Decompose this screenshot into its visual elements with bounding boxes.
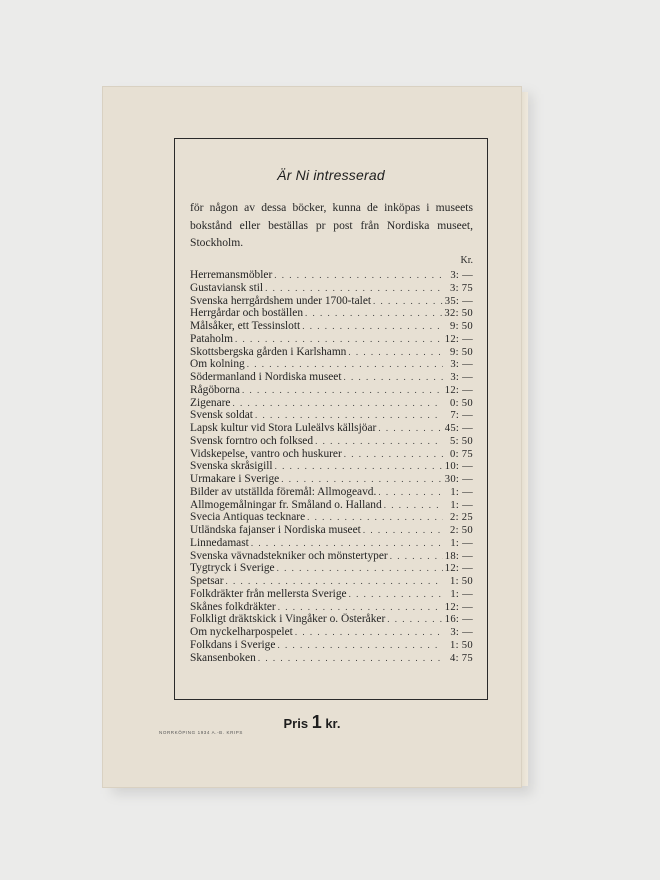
book-price: 10: —: [444, 461, 473, 473]
price-label: Pris: [283, 716, 309, 731]
book-title: Svenska vävnadstekniker och mönstertyper: [190, 549, 388, 562]
book-price: 18: —: [444, 550, 473, 562]
book-price: 3: —: [450, 270, 473, 281]
book-list-row: [190, 537, 473, 550]
book-list-row: [190, 320, 473, 333]
dot-leader: [249, 537, 443, 550]
book-price: 0: 50: [450, 397, 473, 409]
dot-leader: [233, 333, 443, 346]
dot-leader: [253, 409, 443, 422]
dot-leader: [376, 422, 443, 435]
dot-leader: [293, 626, 443, 639]
book-price: 1: 50: [450, 639, 473, 651]
book-title: Linnedamast: [190, 536, 249, 549]
book-price: 16: —: [444, 614, 473, 626]
book-list-row: [190, 511, 473, 524]
book-list: [190, 269, 473, 664]
currency-label: Kr.: [460, 255, 473, 266]
book-list-row: [190, 588, 473, 601]
book-list-row: [190, 384, 473, 397]
book-price: 3: —: [450, 372, 473, 383]
dot-leader: [342, 371, 443, 384]
book-title: Herremansmöbler: [190, 269, 273, 281]
heading: Är Ni intresserad: [277, 167, 385, 183]
dot-leader: [272, 269, 443, 282]
dot-leader: [346, 346, 443, 359]
dot-leader: [376, 486, 443, 499]
book-title: Svensk forntro och folksed: [190, 434, 314, 447]
dot-leader: [303, 307, 443, 320]
book-list-row: [190, 346, 473, 359]
book-list-row: [190, 626, 473, 639]
book-price: 35: —: [444, 295, 473, 307]
book-list-row: [190, 499, 473, 512]
book-title: Svenska skråsigill: [190, 460, 273, 473]
book-list-row: [190, 486, 473, 499]
book-list-row: [190, 282, 473, 295]
book-title: Rågöborna: [190, 383, 240, 396]
book-price: 1: —: [450, 588, 473, 600]
dot-leader: [224, 575, 443, 588]
dot-leader: [276, 601, 443, 614]
book-title: Skottsbergska gården i Karlshamn: [190, 345, 347, 358]
dot-leader: [305, 511, 443, 524]
book-list-row: [190, 613, 473, 626]
book-list-row: [190, 358, 473, 371]
book-price: 1: 50: [450, 576, 473, 587]
book-price: 1: —: [450, 537, 473, 549]
book-list-row: [190, 550, 473, 563]
dot-leader: [388, 550, 443, 563]
book-title: Pataholm: [190, 332, 234, 345]
dot-leader: [240, 384, 443, 397]
book-price: 12: —: [444, 384, 473, 396]
book-list-row: [190, 295, 473, 308]
book-price: 32: 50: [444, 308, 473, 320]
book-title: Södermanland i Nordiska museet: [190, 371, 342, 383]
book-list-row: [190, 562, 473, 575]
book-list-row: [190, 422, 473, 435]
book-list-row: [190, 575, 473, 588]
booklet-back-cover: [102, 86, 522, 788]
dot-leader: [275, 562, 443, 575]
book-list-row: [190, 652, 473, 665]
book-price: 4: 75: [450, 652, 473, 664]
book-title: Gustaviansk stil: [190, 281, 264, 294]
book-price: 9: 50: [450, 321, 473, 332]
book-price: 2: 50: [450, 525, 473, 536]
book-title: Målsåker, ett Tessinslott: [190, 320, 301, 332]
book-list-row: [190, 460, 473, 473]
book-list-row: [190, 524, 473, 537]
book-price: 12: —: [444, 601, 473, 613]
dot-leader: [263, 282, 443, 295]
book-list-row: [190, 307, 473, 320]
book-title: Utländska fajanser i Nordiska museet: [190, 524, 361, 536]
intro-paragraph: för någon av dessa böcker, kunna de inköpas i museets bokstånd eller beställas pr post från Nordiska museet, Stockholm.: [190, 201, 473, 249]
dot-leader: [273, 460, 443, 473]
book-list-row: [190, 601, 473, 614]
dot-leader: [256, 652, 443, 665]
book-price: 30: —: [444, 474, 473, 485]
book-title: Om kolning: [190, 358, 245, 371]
book-price: 1: —: [450, 486, 473, 498]
price-value: 1: [311, 712, 322, 732]
book-title: Svensk soldat: [190, 409, 253, 422]
book-title: Svenska herrgårdshem under 1700-talet: [190, 294, 372, 307]
book-title: Zigenare: [190, 396, 231, 409]
book-title: Urmakare i Sverige: [190, 473, 280, 485]
dot-leader: [275, 639, 443, 652]
book-title: Spetsar: [190, 575, 224, 587]
dot-leader: [300, 320, 443, 333]
book-price: 2: 25: [450, 512, 473, 524]
dot-leader: [342, 448, 443, 461]
book-title: Folkligt dräktskick i Vingåker o. Österåker: [190, 613, 386, 626]
dot-leader: [385, 613, 443, 626]
book-title: Om nyckelharpospelet: [190, 626, 293, 638]
dot-leader: [245, 358, 443, 371]
book-title: Allmogemålningar fr. Småland o. Halland: [190, 498, 382, 511]
book-list-row: [190, 639, 473, 652]
dot-leader: [279, 473, 443, 486]
book-list-row: [190, 371, 473, 384]
book-list-frame: [174, 138, 488, 700]
book-title: Skansenboken: [190, 651, 256, 664]
price-unit: kr.: [325, 716, 341, 731]
dot-leader: [361, 524, 443, 537]
book-title: Skånes folkdräkter: [190, 600, 276, 613]
book-price: 1: —: [450, 499, 473, 511]
book-price: 9: 50: [450, 346, 473, 358]
dot-leader: [347, 588, 443, 601]
book-title: Folkdans i Sverige: [190, 638, 276, 651]
book-list-row: [190, 435, 473, 448]
printer-imprint: NORRKÖPING 1934 A.-B. KRIPS: [159, 730, 243, 735]
book-title: Svecia Antiquas tecknare: [190, 511, 306, 524]
book-title: Tygtryck i Sverige: [190, 562, 275, 575]
book-list-row: [190, 409, 473, 422]
book-title: Herrgårdar och boställen: [190, 307, 304, 320]
book-price: 3: —: [450, 359, 473, 371]
dot-leader: [230, 397, 443, 410]
book-title: Lapsk kultur vid Stora Luleälvs källsjöar: [190, 422, 377, 434]
book-list-row: [190, 269, 473, 282]
book-price: 45: —: [444, 423, 473, 434]
dot-leader: [382, 499, 443, 512]
book-price: 3: 75: [450, 282, 473, 294]
book-title: Folkdräkter från mellersta Sverige: [190, 587, 347, 600]
book-price: 5: 50: [450, 435, 473, 447]
book-list-row: [190, 473, 473, 486]
book-title: Bilder av utställda föremål: Allmogeavd.: [190, 485, 377, 498]
book-list-row: [190, 448, 473, 461]
dot-leader: [371, 295, 443, 308]
dot-leader: [313, 435, 443, 448]
book-price: 3: —: [450, 627, 473, 638]
book-price: 7: —: [450, 410, 473, 422]
book-title: Vidskepelse, vantro och huskurer: [190, 447, 342, 460]
book-price: 0: 75: [450, 448, 473, 460]
book-price: 12: —: [444, 563, 473, 575]
book-list-row: [190, 397, 473, 410]
book-list-row: [190, 333, 473, 346]
book-price: 12: —: [444, 333, 473, 345]
